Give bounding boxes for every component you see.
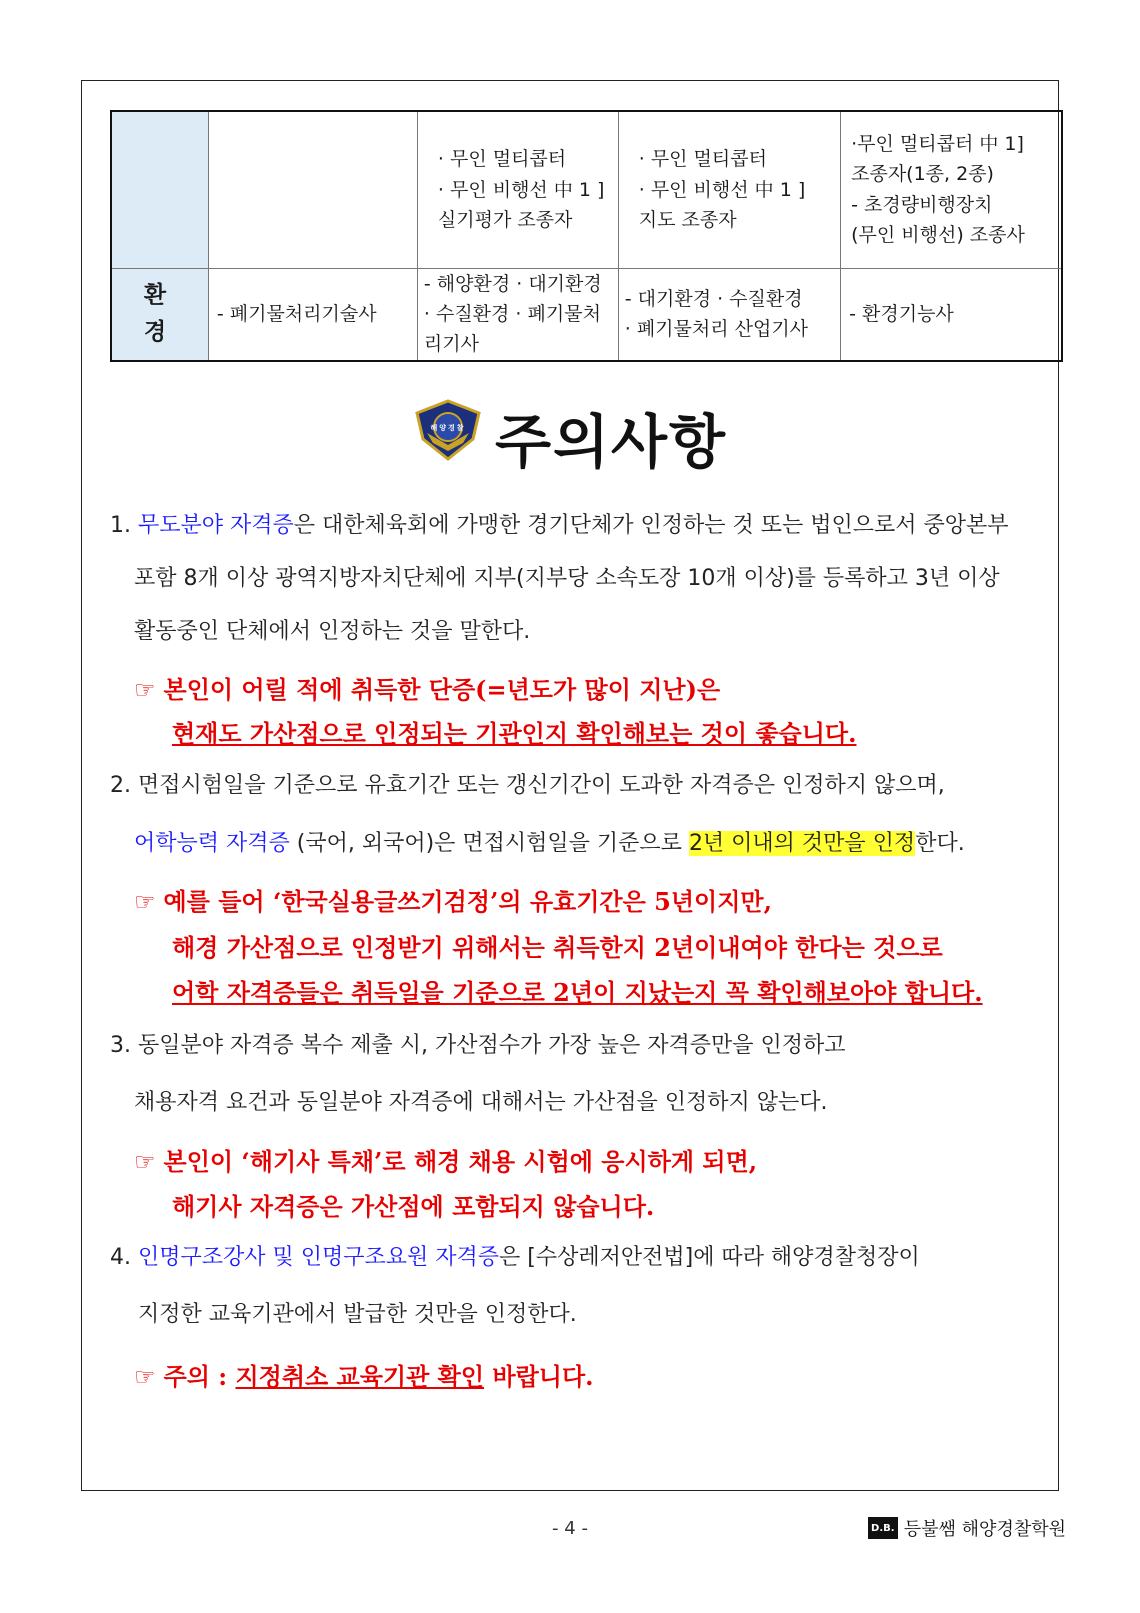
warning-block: ☞ 예를 들어 ‘한국실용글쓰기검정’의 유효기간은 5년이지만, [134,887,772,916]
category-cell [111,111,208,268]
table-cell: - 해양환경 · 대기환경 · 수질환경 · 폐기물처리기사 [417,268,618,361]
table-cell: - 환경기능사 [841,268,1062,361]
notice-item-4: 4. 인명구조강사 및 인명구조요원 자격증은 [수상레저안전법]에 따라 해양경찰청장이 [110,1245,920,1270]
warning-line: 해기사 자격증은 가산점에 포함되지 않습니다. [172,1192,655,1221]
category-cell: 환 경 [111,268,208,361]
table-row [111,111,1062,268]
pointing-hand-icon: ☞ [134,676,156,704]
page-title [0,395,1140,479]
highlight-term: 인명구조강사 및 인명구조요원 자격증 [138,1245,500,1270]
title-text: 주의사항 [494,408,728,476]
notice-line: 활동중인 단체에서 인정하는 것을 말한다. [134,619,531,644]
notice-line: 어학능력 자격증 (국어, 외국어)은 면접시험일을 기준으로 2년 이내의 것만을 인정한다. [134,831,965,856]
notice-line: 채용자격 요건과 동일분야 자격증에 대해서는 가산점을 인정하지 않는다. [134,1090,828,1115]
table-cell [208,111,417,268]
pointing-hand-icon: ☞ [134,1148,156,1176]
notice-item-1: 1. 무도분야 자격증은 대한체육회에 가맹한 경기단체가 인정하는 것 또는 법인으로서 중앙본부 [110,513,1009,538]
table-cell: - 대기환경 · 수질환경 · 폐기물처리 산업기사 [618,268,840,361]
pointing-hand-icon: ☞ [134,888,156,916]
warning-line: 해경 가산점으로 인정받기 위해서는 취득한지 2년이내여야 한다는 것으로 [172,933,943,962]
warning-line: 현재도 가산점으로 인정되는 기관인지 확인해보는 것이 좋습니다. [172,719,857,748]
page-number: - 4 - [552,1518,588,1539]
highlight-term: 어학능력 자격증 [134,831,290,856]
table-row [111,268,1062,361]
pointing-hand-icon: ☞ [134,1363,156,1391]
warning-block: ☞ 주의 : 지정취소 교육기관 확인 바랍니다. [134,1362,594,1391]
notice-line: 지정한 교육기관에서 발급한 것만을 인정한다. [138,1302,577,1327]
notice-item-3: 3. 동일분야 자격증 복수 제출 시, 가산점수가 가장 높은 자격증만을 인정하고 [110,1033,846,1058]
brand-footer [868,1515,1066,1541]
notice-item-2: 2. 면접시험일을 기준으로 유효기간 또는 갱신기간이 도과한 자격증은 인정하지 않으며, [110,773,945,798]
warning-block: ☞ 본인이 어릴 적에 취득한 단증(=년도가 많이 지난)은 [134,675,721,704]
warning-block: ☞ 본인이 ‘해기사 특채’로 해경 채용 시험에 응시하게 되면, [134,1147,758,1176]
brand-logo-icon: D.B. [868,1517,898,1539]
highlight-term: 무도분야 자격증 [138,513,294,538]
table-cell: - 폐기물처리기술사 [208,268,417,361]
table-cell: · 무인 멀티콥터 · 무인 비행선 中 1 ] 실기평가 조종자 [417,111,618,268]
svg-text:해양경찰: 해양경찰 [430,424,466,432]
warning-line: 어학 자격증들은 취득일을 기준으로 2년이 지났는지 꼭 확인해보아야 합니다. [172,978,983,1007]
notice-line: 포함 8개 이상 광역지방자치단체에 지부(지부당 소속도장 10개 이상)를 등록하고 3년 이상 [134,566,1000,591]
coast-guard-emblem-icon [413,399,483,475]
highlighted-text: 2년 이내의 것만을 인정 [688,831,916,856]
brand-name: 등불쌤 해양경찰학원 [903,1519,1066,1540]
table-cell: · 무인 멀티콥터 · 무인 비행선 中 1 ] 지도 조종자 [618,111,840,268]
certificate-table [110,110,1063,362]
table-cell: ·무인 멀티콥터 中 1] 조종자(1종, 2종) - 초경량비행장치 (무인 비행선) 조종사 [841,111,1062,268]
